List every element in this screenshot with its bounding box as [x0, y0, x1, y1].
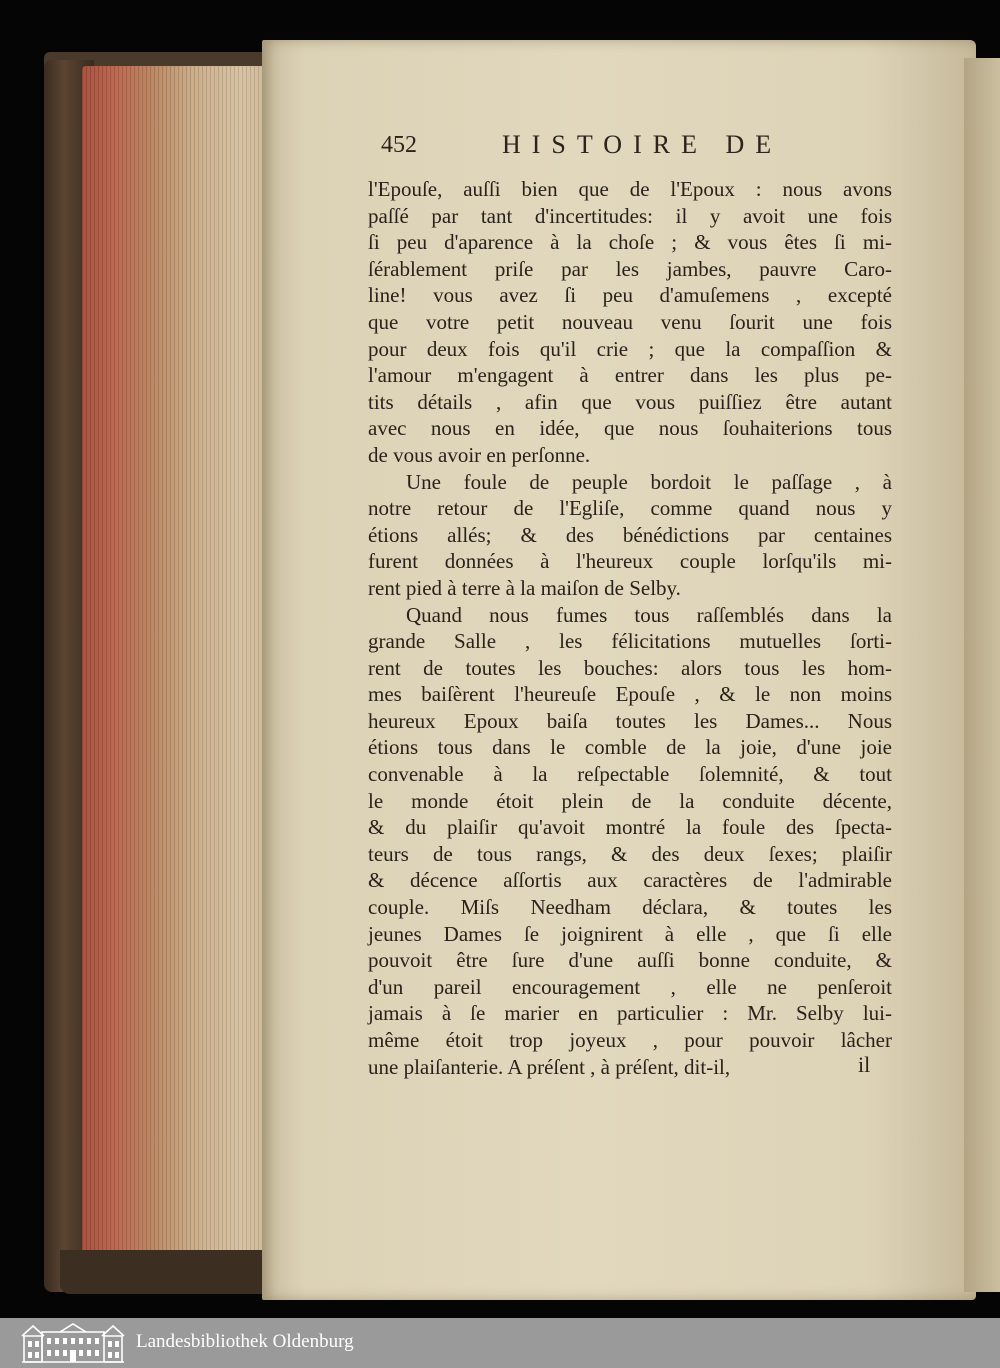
text-line: étions allés; & des bénédictions par centaines: [368, 522, 892, 547]
text-line: rent de toutes les bouches: alors tous les hom-: [368, 655, 892, 680]
text-line: le monde étoit plein de la conduite décente,: [368, 788, 892, 813]
text-line: Une foule de peuple bordoit le paſſage , à: [406, 469, 892, 494]
facing-page-edge: [964, 58, 1000, 1292]
running-head-title: HISTOIRE DE: [502, 130, 783, 159]
text-line: pour deux fois qu'il crie ; que la compaſſion &: [368, 336, 892, 361]
text-line: furent données à l'heureux couple lorſqu'ils mi-: [368, 549, 892, 574]
text-line: avec nous en idée, que nous ſouhaiterions tous: [368, 416, 892, 441]
text-line: même étoit trop joyeux , pour pouvoir lâcher: [368, 1028, 892, 1052]
page-block-edge: [82, 66, 270, 1292]
text-line: que votre petit nouveau venu ſourit une fois: [368, 309, 892, 334]
catchword: il: [858, 1052, 871, 1077]
text-line: une plaiſanterie. A préſent , à préſent, dit-il,: [368, 1054, 731, 1079]
text-line: rent pied à terre à la maiſon de Selby.: [368, 575, 681, 600]
text-line: notre retour de l'Egliſe, comme quand nous y: [368, 496, 892, 521]
text-line: d'un pareil encouragement , elle ne penſeroit: [368, 974, 892, 999]
text-line: l'Epouſe, auſſi bien que de l'Epoux : nous avons: [368, 177, 892, 201]
page-text: [368, 176, 892, 1080]
library-building-icon: [20, 1322, 126, 1364]
text-line: couple. Miſs Needham déclara, & toutes les: [368, 895, 892, 920]
text-line: pouvoit être ſure d'une auſſi bonne conduite, &: [368, 948, 892, 973]
library-name: Landesbibliothek Oldenburg: [136, 1331, 354, 1352]
text-line: ſi peu d'aparence à la choſe ; & vous êtes ſi mi-: [368, 230, 892, 255]
running-header: [381, 130, 901, 170]
text-line: & décence aſſortis aux caractères de l'admirable: [368, 868, 892, 893]
text-line: mes baiſèrent l'heureuſe Epouſe , & le non moins: [368, 682, 892, 707]
text-line: heureux Epoux baiſa toutes les Dames... Nous: [368, 708, 892, 733]
text-line: l'amour m'engagent à entrer dans les plus pe-: [368, 363, 892, 388]
text-line: paſſé par tant d'incertitudes: il y avoit une fois: [368, 203, 892, 228]
text-line: tits détails , afin que vous puiſſiez être autant: [368, 389, 892, 414]
page-number: 452: [381, 132, 417, 158]
text-line: & du plaiſir qu'avoit montré la foule des ſpecta-: [368, 815, 892, 840]
text-line: jamais à ſe marier en particulier : Mr. Selby lui-: [368, 1001, 892, 1026]
text-line: grande Salle , les félicitations mutuelles ſorti-: [368, 629, 892, 654]
text-line: Quand nous fumes tous raſſemblés dans la: [406, 602, 892, 627]
text-line: ſérablement priſe par les jambes, pauvre Caro-: [368, 256, 892, 281]
text-line: étions tous dans le comble de la joie, d'une joie: [368, 735, 892, 760]
text-line: line! vous avez ſi peu d'amuſemens , excepté: [368, 283, 892, 308]
text-line: de vous avoir en perſonne.: [368, 442, 591, 467]
text-line: teurs de tous rangs, & des deux ſexes; plaiſir: [368, 841, 892, 866]
text-line: jeunes Dames ſe joignirent à elle , que ſi elle: [368, 921, 892, 946]
book-cover-bottom: [60, 1250, 270, 1294]
text-line: convenable à la reſpectable ſolemnité, & tout: [368, 762, 892, 787]
